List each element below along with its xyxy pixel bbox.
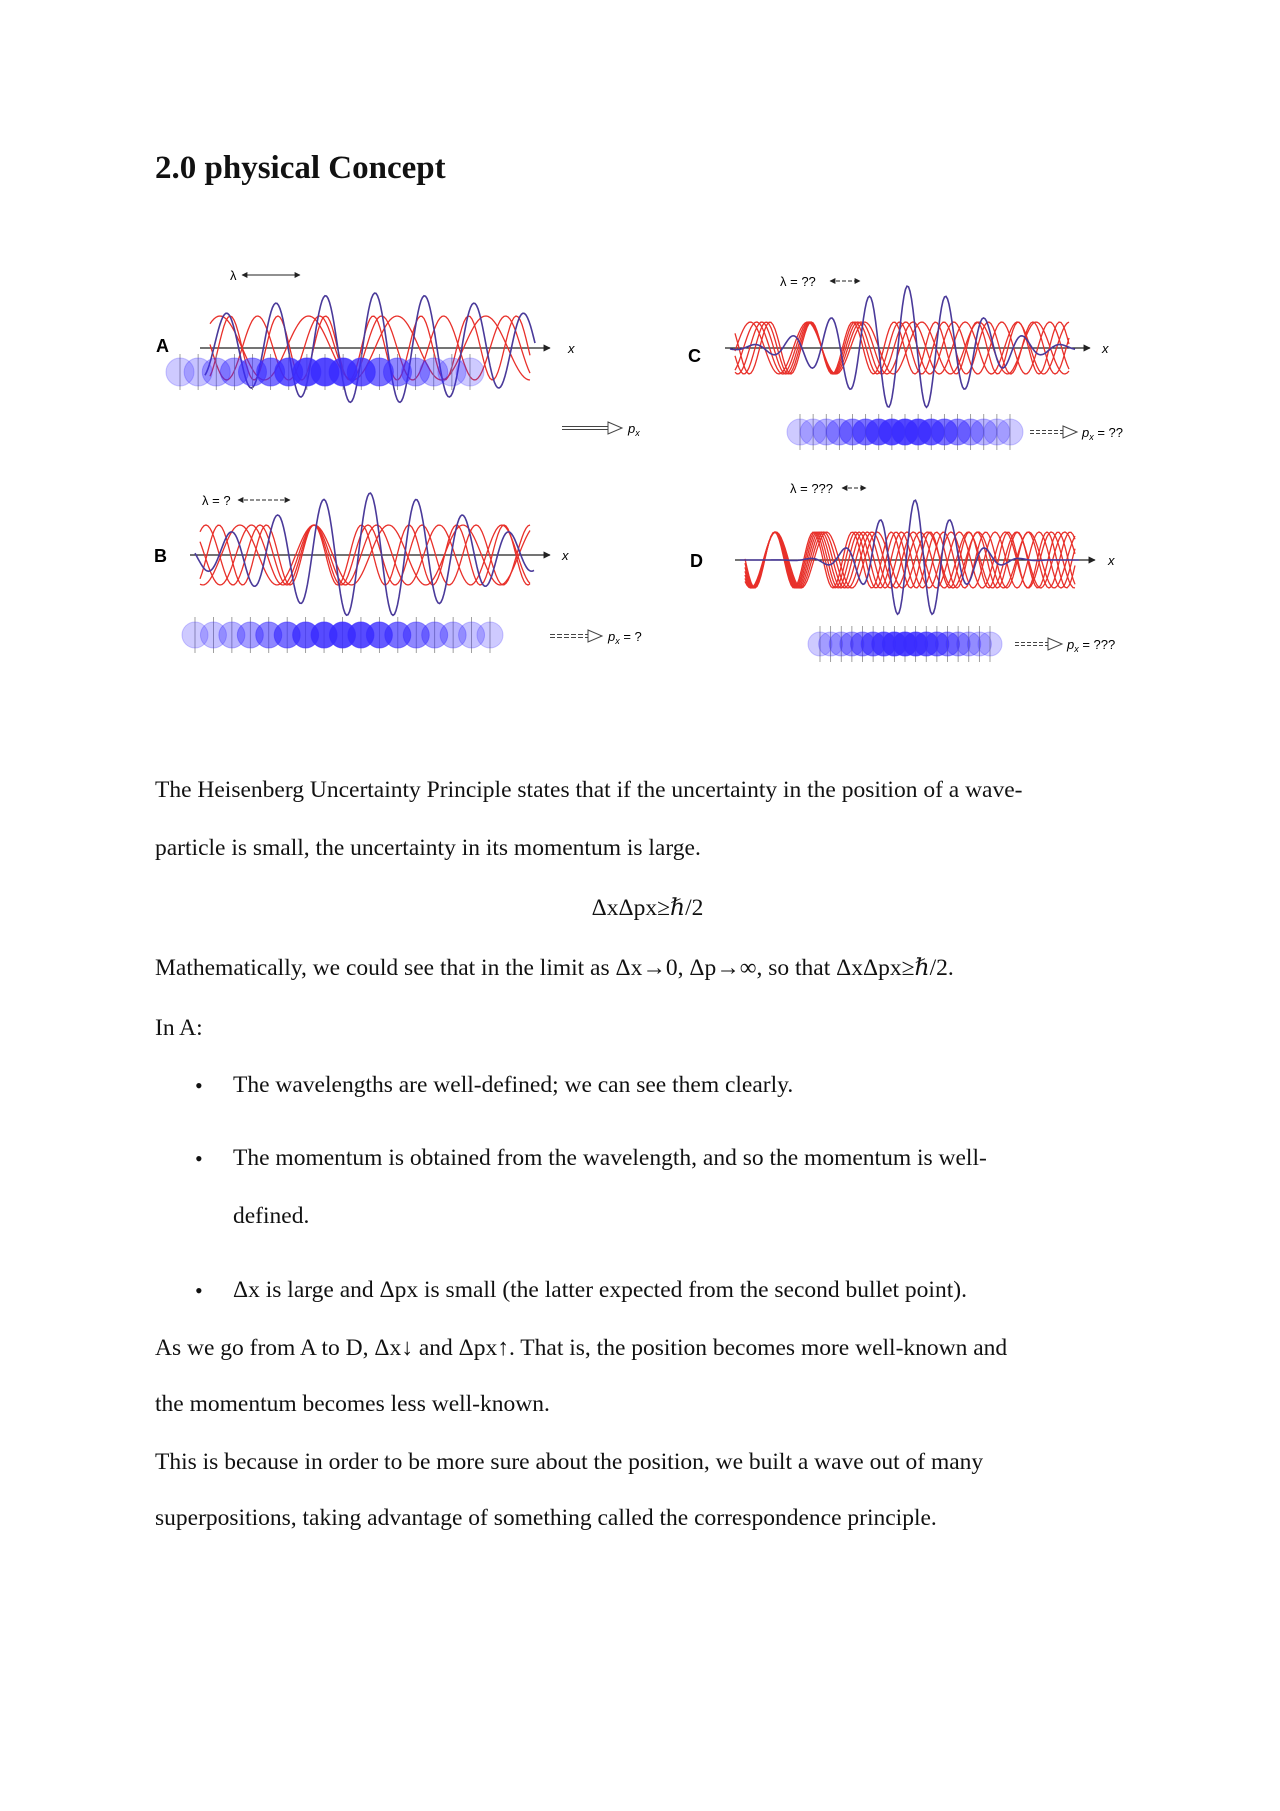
- paragraph-5-line-2: superpositions, taking advantage of something called the correspondence principle.: [155, 1505, 937, 1531]
- paragraph-3: In A:: [155, 1015, 203, 1041]
- paragraph-4-line-1: As we go from A to D, Δx↓ and Δpx↑. That is, the position becomes more well-known and: [155, 1335, 1008, 1361]
- bullet-3-text: Δx is large and Δpx is small (the latter expected from the second bullet point).: [233, 1277, 967, 1303]
- panel-d-lambda-label: λ = ???: [790, 481, 834, 496]
- panel-d-dot: [978, 632, 1002, 656]
- panel-c-label: C: [688, 346, 701, 366]
- bullet-1-marker: •: [195, 1073, 203, 1098]
- panel-a-dots: [166, 354, 484, 390]
- panel-b-dots: [182, 617, 503, 653]
- bullet-2-marker: •: [195, 1146, 203, 1171]
- panel-c-axis-label: x: [1102, 341, 1109, 356]
- panel-d-waves: [740, 500, 1079, 614]
- panel-a-dot: [456, 358, 484, 386]
- panel-b-dot: [477, 622, 503, 648]
- uncertainty-equation: ΔxΔpx≥ℏ/2: [591, 895, 704, 921]
- paragraph-4-line-2: the momentum becomes less well-known.: [155, 1391, 550, 1417]
- panel-c-momentum-arrow-head: [1063, 426, 1077, 438]
- panel-a-label: A: [156, 336, 169, 356]
- panel-d-axis-label: x: [1108, 553, 1115, 568]
- panel-b-axis-label: x: [562, 548, 569, 563]
- panel-a-momentum-arrow-head: [608, 422, 622, 434]
- bullet-3-marker: •: [195, 1278, 203, 1303]
- bullet-2-text-line-1: The momentum is obtained from the wavelength, and so the momentum is well-: [233, 1145, 987, 1171]
- panel-a-momentum-label: $p_x$: [628, 421, 640, 438]
- paragraph-5-line-1: This is because in order to be more sure about the position, we built a wave out of many: [155, 1449, 984, 1475]
- panel-d-label: D: [690, 551, 703, 571]
- panel-c-waves: [730, 286, 1075, 407]
- panel-a-axis-label: x: [568, 341, 575, 356]
- bullet-2-text-line-2: defined.: [233, 1203, 310, 1229]
- panel-c-lambda-label: λ = ??: [780, 274, 816, 289]
- panel-b: [154, 493, 642, 653]
- paragraph-1-line-1: The Heisenberg Uncertainty Principle states that if the uncertainty in the position of a wave-: [155, 777, 1023, 803]
- panel-a: [156, 268, 640, 438]
- paragraph-2: Mathematically, we could see that in the limit as Δx→0, Δp→∞, so that ΔxΔpx≥ℏ/2.: [155, 955, 954, 981]
- panel-b-momentum-arrow-head: [588, 630, 602, 642]
- bullet-1-text: The wavelengths are well-defined; we can see them clearly.: [233, 1072, 794, 1098]
- panel-d-dots: [808, 626, 1002, 662]
- panel-c-dot: [997, 419, 1023, 445]
- panel-c-dots: [787, 414, 1023, 450]
- panel-b-lambda-label: λ = ?: [202, 493, 231, 508]
- panel-b-label: B: [154, 546, 167, 566]
- section-heading: 2.0 physical Concept: [155, 150, 446, 186]
- panel-b-wave-packet: [195, 493, 534, 615]
- paragraph-1-line-2: particle is small, the uncertainty in its momentum is large.: [155, 835, 701, 861]
- panel-c-momentum-label: $p_x$ = ??: [1082, 425, 1124, 442]
- panel-b-waves: [195, 493, 534, 615]
- panel-c: [688, 274, 1123, 450]
- panel-a-lambda-label: λ: [230, 268, 237, 283]
- uncertainty-figure: [150, 260, 1130, 690]
- panel-b-momentum-label: $p_x$ = ?: [608, 629, 642, 646]
- panel-c-wave-packet: [730, 286, 1075, 407]
- panel-d-momentum-label: $p_x$ = ???: [1067, 637, 1116, 654]
- panel-d: [690, 481, 1115, 662]
- panel-d-momentum-arrow-head: [1048, 638, 1062, 650]
